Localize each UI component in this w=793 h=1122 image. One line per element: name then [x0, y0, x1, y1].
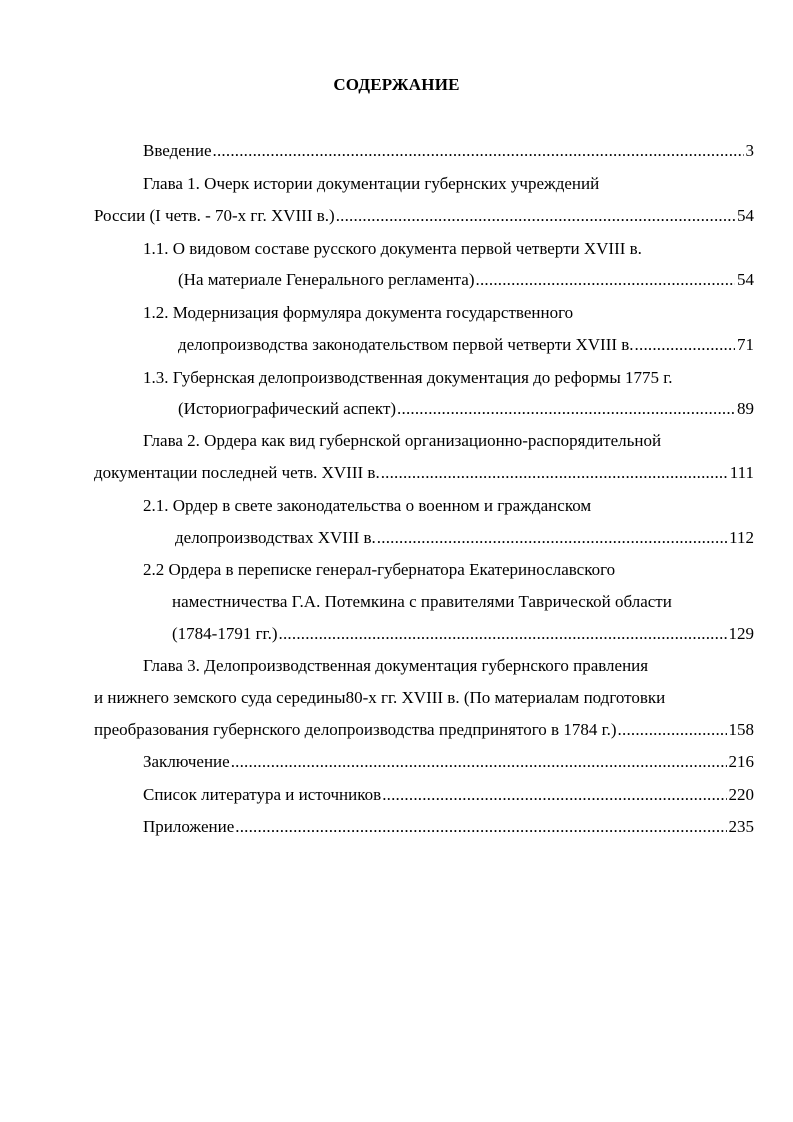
dot-leader — [476, 268, 735, 292]
toc-entry-chapter-3-line-2 — [94, 686, 754, 710]
toc-entry-text: Список литература и источников — [143, 785, 382, 804]
toc-page-number: 112 — [729, 528, 754, 547]
toc-entry-section-1-3-heading — [143, 366, 754, 390]
toc-page-number: 54 — [737, 270, 754, 289]
toc-entry-appendix — [143, 815, 754, 839]
dot-leader — [231, 750, 727, 774]
toc-page-number: 89 — [737, 399, 754, 418]
toc-entry-text: преобразования губернского делопроизводства предпринятого в 1784 г.) — [94, 720, 617, 739]
toc-entry-section-2-2-heading — [143, 558, 754, 582]
toc-entry-section-1-2 — [178, 333, 754, 357]
toc-entry-section-1-1 — [178, 268, 754, 292]
toc-entry-text: наместничества Г.А. Потемкина с правителями Таврической области — [172, 592, 672, 611]
toc-entry-text: 2.2 Ордера в переписке генерал-губернатора Екатеринославского — [143, 560, 616, 579]
toc-entry-text: Заключение — [143, 752, 230, 771]
toc-entry-text: Глава 3. Делопроизводственная документация губернского правления — [143, 656, 649, 675]
toc-page-number: 71 — [737, 335, 754, 354]
toc-entry-text: (1784-1791 гг.) — [172, 624, 278, 643]
toc-entry-section-1-3 — [178, 397, 754, 421]
toc-page-number: 129 — [728, 624, 754, 643]
toc-page-number: 216 — [728, 752, 754, 771]
toc-entry-section-1-1-heading — [143, 237, 754, 261]
toc-entry-text: 2.1. Ордер в свете законодательства о военном и гражданском — [143, 496, 592, 515]
dot-leader — [635, 333, 735, 357]
dot-leader — [377, 526, 727, 550]
toc-entry-text: Введение — [143, 141, 212, 160]
toc-entry-text: (Историографический аспект) — [178, 399, 397, 418]
toc-entry-text: Глава 1. Очерк истории документации губернских учреждений — [143, 174, 600, 193]
toc-entry-text: Приложение — [143, 817, 235, 836]
toc-page-number: 220 — [728, 785, 754, 804]
dot-leader — [381, 461, 728, 485]
toc-entry-text: России (I четв. - 70-х гг. XVIII в.) — [94, 206, 335, 225]
toc-entry-text: Глава 2. Ордера как вид губернской организационно-распорядительной — [143, 431, 662, 450]
toc-entry-text: и нижнего земского суда середины80-х гг. XVIII в. (По материалам подготовки — [94, 688, 666, 707]
toc-entry-chapter-3 — [94, 718, 754, 742]
toc-entry-section-2-2-line-2 — [172, 590, 754, 614]
toc-page-number: 111 — [729, 463, 754, 482]
toc-entry-introduction — [143, 139, 754, 163]
dot-leader — [397, 397, 735, 421]
toc-entry-conclusion — [143, 750, 754, 774]
toc-entry-text: 1.2. Модернизация формуляра документа государственного — [143, 303, 574, 322]
dot-leader — [235, 815, 726, 839]
toc-page-number: 158 — [728, 720, 754, 739]
toc-entry-bibliography — [143, 783, 754, 807]
toc-entry-text: документации последней четв. XVIII в. — [94, 463, 380, 482]
dot-leader — [382, 783, 726, 807]
toc-entry-chapter-1 — [94, 204, 754, 228]
page-title: СОДЕРЖАНИЕ — [333, 75, 460, 94]
toc-entry-section-2-1-heading — [143, 494, 754, 518]
toc-entry-section-2-1 — [175, 526, 754, 550]
toc-page-number: 3 — [745, 141, 754, 160]
toc-entry-text: 1.3. Губернская делопроизводственная документация до реформы 1775 г. — [143, 368, 673, 387]
toc-entry-text: 1.1. О видовом составе русского документа первой четверти XVIII в. — [143, 239, 642, 258]
toc-entry-text: делопроизводства законодательством первой четверти XVIII в. — [178, 335, 634, 354]
toc-entry-section-1-2-heading — [143, 301, 754, 325]
dot-leader — [279, 622, 727, 646]
dot-leader — [213, 139, 744, 163]
toc-entry-chapter-2 — [94, 461, 754, 485]
toc-entry-section-2-2 — [172, 622, 754, 646]
toc-page-number: 54 — [737, 206, 754, 225]
toc-page-number: 235 — [728, 817, 754, 836]
toc-entry-chapter-2-heading — [143, 429, 754, 453]
toc-entry-text: (На материале Генерального регламента) — [178, 270, 475, 289]
toc-entry-text: делопроизводствах XVIII в. — [175, 528, 376, 547]
dot-leader — [618, 718, 727, 742]
dot-leader — [336, 204, 735, 228]
toc-entry-chapter-1-heading — [143, 172, 754, 196]
toc-entry-chapter-3-heading — [143, 654, 754, 678]
